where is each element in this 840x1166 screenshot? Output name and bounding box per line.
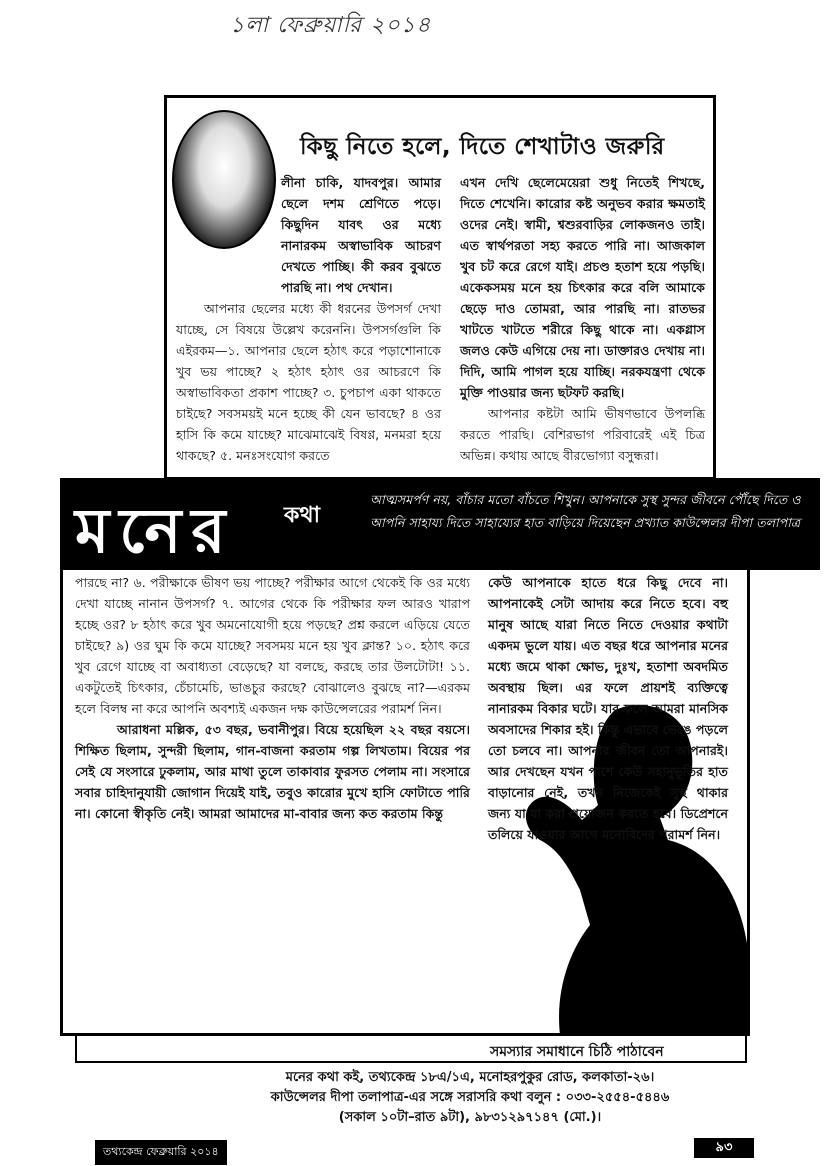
letter2: আরাধনা মল্লিক, ৫৩ বছর, ভবানীপুর। বিয়ে হয়েছিল ২২ বছর বয়সে। শিক্ষিত ছিলাম, সুন্দরী ছিলাম, গান-বাজনা করতাম গল্প লিখতাম। বিয়ের পর সেই যে সংসারে ঢুকলাম, আর মাথা তুলে তাকাবার ফুরসত পেলাম না। সংসারে সবার চাহিদানুযায়ী জোগান দিয়েই যাই, তবুও কারোর মুখে হাসি ফোটাতে পারি না। কোনো স্বীকৃতি নেই। আমরা আমাদের মা-বাবার জন্য কত করতাম কিন্তু	[75, 722, 470, 821]
right-column-text: এখন দেখি ছেলেমেয়েরা শুধু নিতেই শিখছে, দিতে শেখেনি। কারোর কষ্ট অনুভব করার ক্ষমতাই ওদের নেই। স্বামী, শ্বশুরবাড়ির লোকজনও তাই। এত স্বার্থপরতা সহ্য করতে পারি না। আজকাল খুব চট করে রেগে যাই। প্রচণ্ড হতাশ হয়ে পড়ছি। একেকসময় মনে হয় চিৎকার করে বলি আমাকে ছেড়ে দাও তোমরা, আর পারছি না। রাতভর খাটতে খাটতে শরীরে কিছু থাকে না। একগ্লাস জলও কেউ এগিয়ে দেয় না। ডাক্তারও দেখায় না। দিদি, আমি পাগল হয়ে যাচ্ছি। নরকযন্ত্রণা থেকে মুক্তি পাওয়ার জন্য ছটফট করছি।	[460, 175, 705, 400]
right-column-answer: আপনার কষ্টটা আমি ভীষণভাবে উপলব্ধি করতে পারছি। বেশিরভাগ পরিবারেই এই চিত্র অভিন্ন। কথায় আছে বীরভোগ্যা বসুন্ধরা।	[460, 406, 705, 463]
headline: কিছু নিতে হলে, দিতে শেখাটাও জরুরি	[300, 134, 665, 160]
right-column-top	[460, 172, 705, 466]
banner-title-small: কথা	[280, 498, 324, 535]
handwritten-date: ১লা ফেব্রুয়ারি ২০১৪	[230, 13, 432, 38]
footer-title: সমস্যার সমাধানে চিঠি পাঠাবেন	[490, 1044, 664, 1060]
magazine-footer: তথ্যকেন্দ্র ফেব্রুয়ারি ২০১৪	[95, 1140, 227, 1165]
page-number: ৯৩	[694, 1138, 754, 1158]
footer-address: মনের কথা কই, তথ্যকেন্দ্র ১৮এ/১এ, মনোহরপুকুর রোড, কলকাতা-২৬।	[285, 1070, 655, 1085]
left-column-top	[176, 172, 441, 466]
letter1-answer: আপনার ছেলের মধ্যে কী ধরনের উপসর্গ দেখা যাচ্ছে, সে বিষয়ে উল্লেখ করেননি। উপসর্গগুলি কি এইরকম—১. আপনার ছেলে হঠাৎ করে পড়াশোনাকে খুব ভয় পাচ্ছে? ২ হঠাৎ হঠাৎ ওর আচরণে কি অস্বাভাবিকতা প্রকাশ পাচ্ছে? ৩. চুপচাপ একা থাকতে চাইছে? সবসময়ই মনে হচ্ছে কী যেন ভাবছে? ৪ ওর হাসি কি কমে যাচ্ছে? মাঝেমাঝেই বিষণ্ণ, মনমরা হয়ে থাকছে? ৫. মনঃসংযোগ করতে	[176, 301, 441, 463]
letter1-intro: লীনা চাকি, যাদবপুর। আমার ছেলে দশম শ্রেণিতে পড়ে। কিছুদিন যাবৎ ওর মধ্যে নানারকম অস্বাভাবিক আচরণ দেখতে পাচ্ছি। কী করব বুঝতে পারছি না। পথ দেখান।	[281, 175, 441, 295]
footer-hours: (সকাল ১০টা–রাত ৯টা), ৯৮৩১২৯৭১৪৭ (মো.)।	[338, 1110, 602, 1125]
letter1-continued: পারছে না? ৬. পরীক্ষাকে ভীষণ ভয় পাচ্ছে? পরীক্ষার আগে থেকেই কি ওর মধ্যে দেখা যাচ্ছে নানান উপসর্গ? ৭. আগের থেকে কি পরীক্ষার ফল আরও খারাপ হচ্ছে ওর? ৮ হঠাৎ করে খুব অমনোযোগী হয়ে পড়ছে? প্রশ্ন করলে এড়িয়ে যেতে চাইছে? ৯) ওর ঘুম কি কমে যাচ্ছে? সবসময় মনে হয় খুব ক্লান্ত? ১০. হঠাৎ করে খুব রেগে যাচ্ছে বা অবাধ্যতা বেড়েছে? যা বলছে, করছে তার উলটোটা! ১১. একটুতেই চিৎকার, চেঁচামেচি, ভাঙচুর করছে? বোঝালেও বুঝছে না?—এরকম হলে বিলম্ব না করে আপনি অবশ্যই একজন দক্ষ কাউন্সেলরের পরামর্শ নিন।	[75, 575, 470, 716]
footer-phone: কাউন্সেলর দীপা তলাপাত্র-এর সঙ্গে সরাসরি কথা বলুন : ০৩৩-২৫৫৪-৫৪৪৬	[270, 1090, 670, 1105]
banner-tagline: আত্মসমর্পণ নয়, বাঁচার মতো বাঁচতে শিখুন। আপনাকে সুস্থ সুন্দর জীবনে পৌঁছে দিতে ও আপনি সাহায্য দিতে সাহায্যের হাত বাড়িয়ে দিয়েছেন প্রখ্যাত কাউন্সেলর দীপা তলাপাত্র	[370, 492, 801, 530]
right-column-bottom	[488, 572, 728, 845]
left-column-bottom	[75, 572, 470, 824]
right-column-bottom-text: কেউ আপনাকে হাতে ধরে কিছু দেবে না। আপনাকেই সেটা আদায় করে নিতে হবে। বহু মানুষ আছে যারা নিতে নিতে দেওয়ার কথাটা একদম ভুলে যায়। এত বছর ধরে আপনার মনের মধ্যে জমে থাকা ক্ষোভ, দুঃখ, হতাশা অবদমিত অবস্থায় ছিল। এর ফলে প্রায়শই ব্যক্তিত্বে নানারকম বিকার ঘটে। যার ফলে আমরা মানসিক অবসাদের শিকার হই। কিন্তু এভাবে ভেঙে পড়লে তো চলবে না। আপনার জীবন তো আপনারই। আর দেখছেন যখন পাশে কেউ সহানুভূতির হাত বাড়ানোর নেই, তখন নিজেকেই সুস্থ থাকার জন্য যা যা করা প্রয়োজন করতে হবে। ডিপ্রেশনে তলিয়ে যাওয়ার আগে মনোবিদের পরামর্শ নিন।	[488, 575, 728, 842]
banner-title-big: মনের	[75, 494, 236, 567]
